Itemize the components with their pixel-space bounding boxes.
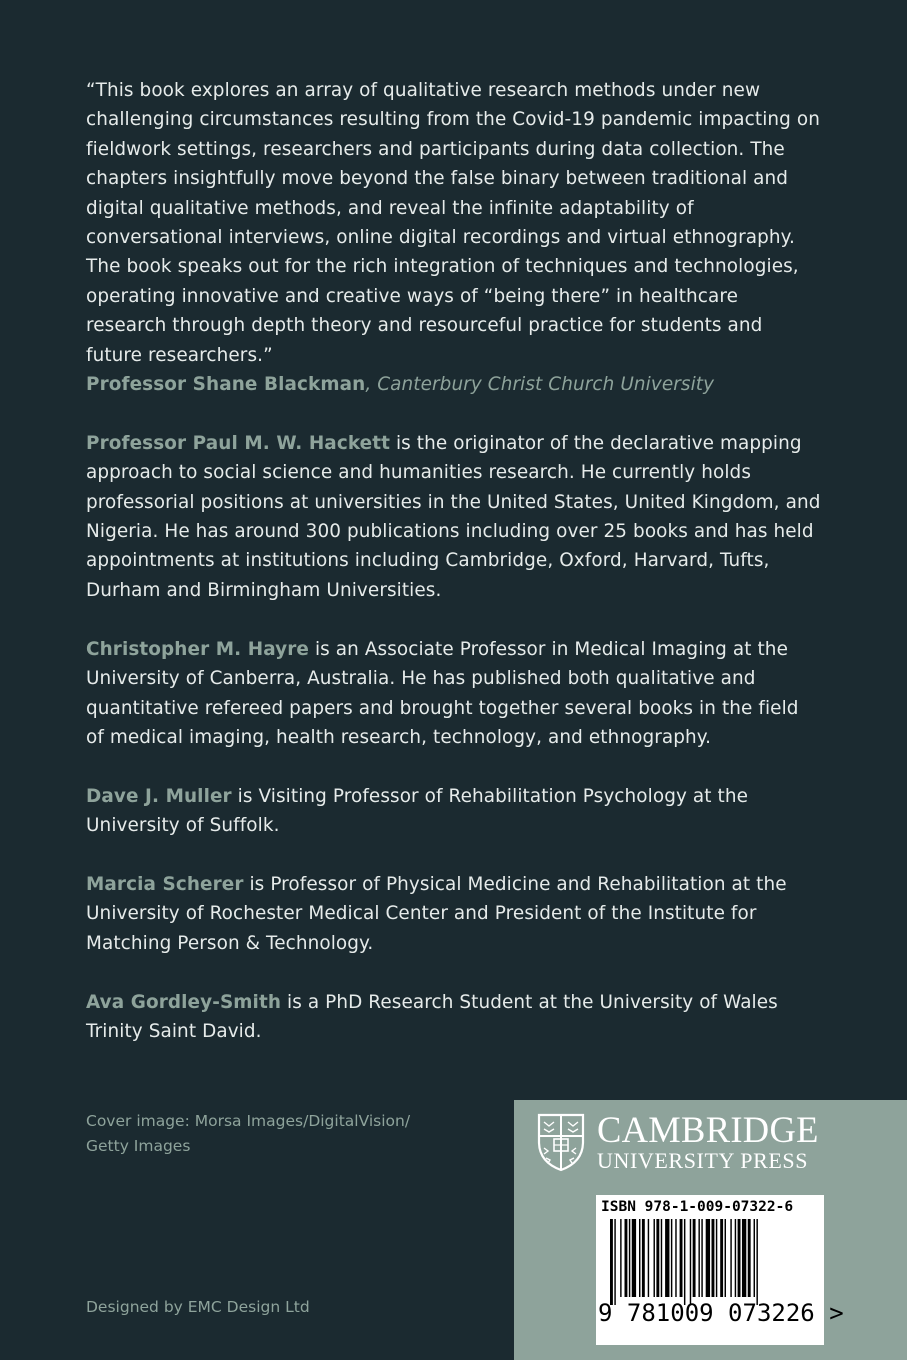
barcode-bar — [720, 1219, 723, 1297]
cover-credit-line2: Getty Images — [86, 1137, 191, 1155]
barcode-bar — [680, 1219, 683, 1297]
barcode-bar — [629, 1219, 630, 1297]
author-bio-text: is the originator of the declarative mapping approach to social science and humanities research. He currently holds professorial positions at universities in the United States, United Kingdom, and Nigeria. He has around 300 publications including over 25 books and has held appointments at institutions including Cambridge, Oxford, Harvard, Tufts, Durham and Birmingham Universities. — [86, 432, 821, 601]
author-bio — [86, 429, 821, 605]
barcode-bar — [738, 1219, 741, 1297]
barcode-bar — [675, 1219, 676, 1297]
publisher-name — [597, 1110, 819, 1172]
isbn-barcode — [596, 1195, 844, 1345]
barcode-bar — [754, 1219, 755, 1297]
quote-attribution-affiliation: Canterbury Christ Church University — [377, 374, 715, 396]
author-bio-text: is Professor of Physical Medicine and Rehabilitation at the University of Rochester Medical Center and President of the Institute for Matching Person & Technology. — [86, 873, 787, 954]
barcode-digits: 9 781009 073226 > — [598, 1299, 844, 1327]
publisher-name-line1: CAMBRIDGE — [597, 1109, 819, 1150]
back-cover-text — [86, 76, 821, 1046]
barcode-bar — [620, 1219, 621, 1297]
quote-attribution-separator: , — [365, 374, 378, 396]
barcode-bar — [665, 1219, 669, 1297]
barcode-bar — [716, 1219, 717, 1297]
endorsement-quote — [86, 76, 821, 399]
quote-attribution-name: Professor Shane Blackman — [86, 374, 366, 396]
publisher-name-line2: UNIVERSITY PRESS — [597, 1148, 809, 1173]
barcode-bar — [690, 1219, 691, 1305]
author-bio — [86, 870, 821, 958]
author-bio — [86, 635, 821, 753]
barcode-bar — [671, 1219, 672, 1297]
barcode-bar — [648, 1219, 649, 1297]
barcode-bar — [706, 1219, 710, 1297]
cambridge-crest-icon — [536, 1112, 586, 1172]
author-bio — [86, 988, 821, 1047]
barcode-bar — [639, 1219, 640, 1297]
barcode-bar — [730, 1219, 731, 1297]
barcode-bar — [642, 1219, 645, 1297]
author-bio-text: is an Associate Professor in Medical Imaging at the University of Canberra, Australia. He has published both qualitative and quantitative refereed papers and brought together several books in the field of medical imaging, health research, technology, and ethnography. — [86, 638, 799, 748]
barcode-bar — [756, 1219, 757, 1305]
barcode-bar — [748, 1219, 751, 1297]
cover-image-credit — [86, 1109, 410, 1159]
isbn-label: ISBN 978-1-009-07322-6 — [601, 1199, 794, 1215]
barcode-bar — [610, 1219, 613, 1305]
barcode-bar — [625, 1219, 628, 1297]
author-name: Marcia Scherer — [86, 873, 244, 895]
barcode-bar — [684, 1219, 685, 1305]
author-name: Christopher M. Hayre — [86, 638, 309, 660]
barcode-bar — [701, 1219, 702, 1297]
publisher-panel — [514, 1100, 907, 1360]
author-name: Dave J. Muller — [86, 785, 232, 807]
author-name: Professor Paul M. W. Hackett — [86, 432, 391, 454]
barcode-bar — [654, 1219, 655, 1297]
barcode-bar — [693, 1219, 696, 1297]
author-bio-text: is Visiting Professor of Rehabilitation Psychology at the University of Suffolk. — [86, 785, 749, 837]
barcode-bar — [614, 1219, 615, 1305]
author-bio — [86, 782, 821, 841]
cover-credit-line1: Cover image: Morsa Images/DigitalVision/ — [86, 1112, 411, 1130]
barcode-bar — [698, 1219, 699, 1297]
author-bio-text: is a PhD Research Student at the University of Wales Trinity Saint David. — [86, 991, 778, 1042]
designer-credit: Designed by EMC Design Ltd — [86, 1298, 310, 1316]
barcode-bar — [656, 1219, 659, 1297]
author-name: Ava Gordley-Smith — [86, 991, 282, 1013]
quote-text: “This book explores an array of qualitative research methods under new challenging circumstances resulting from the Covid-19 pandemic impacting on fieldwork settings, researchers and participants during data collection. The chapters insightfully move beyond the false binary between traditional and digital qualitative methods, and reveal the infinite adaptability of conversational interviews, online digital recordings and virtual ethnography. The book speaks out for the rich integration of techniques and technologies, operating innovative and creative ways of “being there” in healthcare research through depth theory and resourceful practice for students and future researchers.” — [86, 80, 820, 366]
barcode-bar — [661, 1219, 662, 1297]
barcode-bar — [712, 1219, 715, 1297]
barcode-bar — [742, 1219, 746, 1297]
barcode-bar — [725, 1219, 726, 1297]
barcode-bars — [610, 1219, 810, 1305]
barcode-bar — [632, 1219, 636, 1297]
barcode-bar — [735, 1219, 736, 1297]
